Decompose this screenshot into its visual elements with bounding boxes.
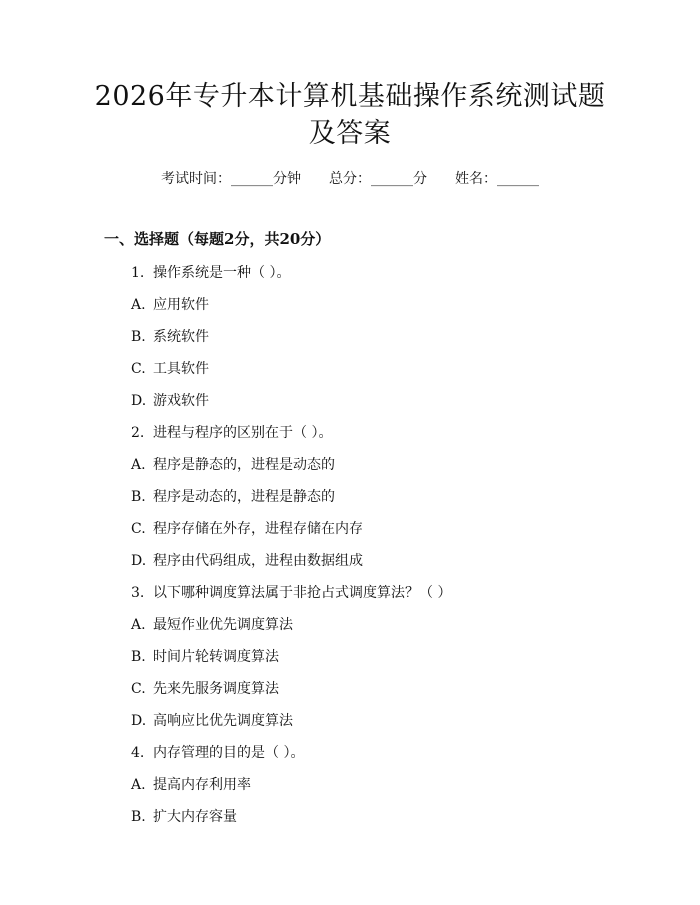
item-label: B.	[131, 649, 146, 665]
item-label: B.	[131, 809, 146, 825]
item-label: C.	[131, 521, 146, 537]
option-line	[131, 710, 293, 730]
option-line	[131, 358, 209, 378]
item-text: 应用软件	[153, 297, 209, 313]
item-label: B.	[131, 489, 146, 505]
option-line	[131, 454, 335, 474]
item-text: 进程与程序的区别在于（ ）。	[153, 425, 333, 441]
item-label: A.	[131, 457, 146, 473]
item-text: 先来先服务调度算法	[153, 681, 279, 697]
item-text: 程序是静态的，进程是动态的	[153, 457, 335, 473]
item-label: C.	[131, 681, 146, 697]
item-label: 4.	[131, 745, 145, 761]
item-label: 2.	[131, 425, 145, 441]
option-line	[131, 774, 251, 794]
item-label: 3.	[131, 585, 145, 601]
item-text: 扩大内存容量	[153, 809, 237, 825]
item-text: 高响应比优先调度算法	[153, 713, 293, 729]
option-line	[131, 390, 209, 410]
item-label: D.	[131, 713, 147, 729]
item-text: 最短作业优先调度算法	[153, 617, 293, 633]
total-score: 总分：______分	[329, 171, 427, 187]
item-label: A.	[131, 297, 146, 313]
item-text: 系统软件	[153, 329, 209, 345]
item-label: A.	[131, 617, 146, 633]
option-line	[131, 678, 279, 698]
item-text: 时间片轮转调度算法	[153, 649, 279, 665]
item-label: A.	[131, 777, 146, 793]
student-name: 姓名：______	[455, 171, 539, 187]
item-label: C.	[131, 361, 146, 377]
item-text: 程序是动态的，进程是静态的	[153, 489, 335, 505]
option-line	[131, 294, 209, 314]
question-line	[131, 262, 290, 282]
item-text: 程序存储在外存，进程存储在内存	[153, 521, 363, 537]
item-text: 游戏软件	[153, 393, 209, 409]
item-label: D.	[131, 393, 147, 409]
option-line	[131, 550, 363, 570]
option-line	[131, 326, 209, 346]
item-label: D.	[131, 553, 147, 569]
option-line	[131, 518, 363, 538]
section-heading: 一、选择题（每题2分，共20分）	[104, 230, 331, 248]
item-text: 程序由代码组成，进程由数据组成	[153, 553, 363, 569]
question-line	[131, 742, 304, 762]
page-title: 2026年专升本计算机基础操作系统测试题及答案	[94, 81, 606, 149]
item-text: 提高内存利用率	[153, 777, 251, 793]
item-label: 1.	[131, 265, 145, 281]
question-line	[131, 582, 451, 602]
item-text: 以下哪种调度算法属于非抢占式调度算法？（ ）	[153, 585, 452, 601]
question-line	[131, 422, 332, 442]
item-label: B.	[131, 329, 146, 345]
item-text: 工具软件	[153, 361, 209, 377]
option-line	[131, 486, 335, 506]
option-line	[131, 806, 237, 826]
exam-time: 考试时间：______分钟	[161, 171, 301, 187]
option-line	[131, 614, 293, 634]
exam-info	[0, 168, 700, 188]
item-text: 操作系统是一种（ ）。	[153, 265, 291, 281]
option-line	[131, 646, 279, 666]
item-text: 内存管理的目的是（ ）。	[153, 745, 305, 761]
